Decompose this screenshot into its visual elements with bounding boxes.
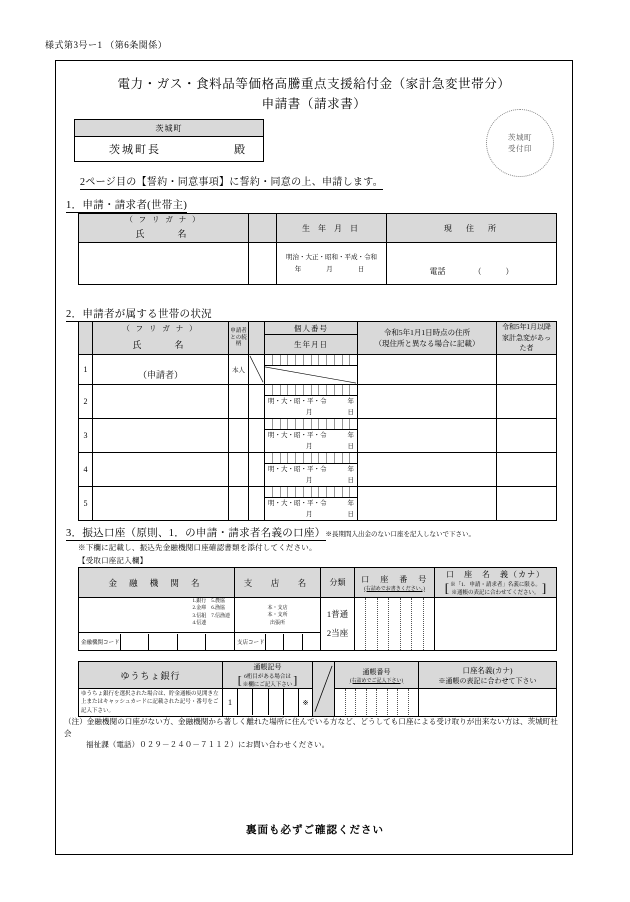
- bank-input-institution[interactable]: [79, 598, 235, 633]
- s2-row-2-year: 年: [347, 397, 354, 405]
- yucho-symbol-row[interactable]: [223, 689, 298, 715]
- s2-row-3-relation[interactable]: [229, 418, 249, 452]
- s2-row-2-address[interactable]: [358, 384, 497, 418]
- s1-header-birthdate: 生 年 月 日: [277, 214, 387, 243]
- bank-account-type-options: 1普通 2当座: [326, 609, 349, 638]
- bank-institution-type-options: [79, 598, 234, 627]
- yucho-account-name-note: ※通帳の表記に合わせて下さい: [438, 676, 537, 685]
- s2-row-2-blank[interactable]: [249, 384, 265, 418]
- bank-input-branch[interactable]: [235, 598, 321, 633]
- s2-row-3-month: 月: [306, 442, 313, 450]
- bank-types-col-1: 1.銀行 2.金庫 3.信組 4.信連: [192, 599, 207, 626]
- yucho-symbol-note-2: ※欄にご記入下さい: [242, 682, 293, 688]
- bank-header-account-number: [355, 568, 435, 598]
- s2-row-4-blank[interactable]: [249, 452, 265, 486]
- s2-header-address-2023-main: 令和5年1月1日時点の住所: [383, 327, 471, 337]
- yucho-input-account-name[interactable]: [419, 689, 557, 717]
- receipt-stamp-circle: [486, 109, 554, 177]
- s2-row-1-birthdate: [265, 365, 358, 384]
- s2-row-2-relation[interactable]: [229, 384, 249, 418]
- s2-row-1-relation: 本人: [229, 354, 249, 384]
- branch-code-row[interactable]: [235, 634, 320, 650]
- s2-header-name: 氏 名: [93, 335, 229, 354]
- s2-header-address-2023: [358, 322, 497, 355]
- mynumber-digit-grid[interactable]: [265, 419, 357, 429]
- s1-header-name: 氏 名: [79, 226, 249, 243]
- yucho-input-number[interactable]: [335, 689, 419, 717]
- receipt-stamp-line-2: 受付印: [508, 144, 532, 153]
- form-title: [56, 75, 572, 114]
- yucho-header-symbol: [223, 662, 313, 689]
- addressee-row: [75, 137, 263, 161]
- s2-header-mynumber: 個人番号: [265, 322, 358, 335]
- yucho-symbol-note-1: 6桁目がある場合は: [244, 674, 291, 680]
- s2-row-4-name[interactable]: [93, 463, 229, 486]
- bank-header-type: 分類: [321, 568, 355, 598]
- pledge-statement: 2ページ目の【誓約・同意事項】に誓約・同意の上、申請します。: [80, 173, 383, 190]
- bank-header-account-number-note: (右詰めでお書きください。): [364, 586, 425, 592]
- yucho-number-label: 通帳番号: [362, 667, 391, 676]
- section-2-table: [78, 321, 557, 521]
- s2-row-3-day: 日: [347, 442, 354, 450]
- s2-row-1-address[interactable]: [358, 354, 497, 384]
- s2-header-relation: 申請者との続柄: [229, 322, 249, 355]
- bank-account-name-note-2: ※通帳の表記に合わせてください。: [451, 590, 540, 596]
- institution-code-row[interactable]: [79, 634, 234, 650]
- s2-row-number-3: 3: [79, 418, 93, 452]
- s1-header-blank: [249, 214, 277, 243]
- s2-row-2-sudden[interactable]: [497, 384, 557, 418]
- form-outer-border: [55, 60, 573, 855]
- addressee-box: [74, 119, 264, 162]
- bank-header-account-name: [435, 568, 557, 598]
- branch-code-label: 支店コード: [237, 639, 265, 646]
- s2-row-number-4: 4: [79, 452, 93, 486]
- mynumber-digit-grid[interactable]: [265, 355, 357, 365]
- s1-phone-label: 電話: [429, 267, 446, 276]
- s1-header-address: 現 住 所: [387, 214, 557, 243]
- s1-input-blank[interactable]: [249, 243, 277, 285]
- s1-input-furigana[interactable]: [79, 243, 249, 257]
- section-3-heading: 3．振込口座（原則、1．の申請・請求者名義の口座）※長期間入出金のない口座を記入しないで下さい。: [66, 528, 475, 539]
- s1-phone-line: [387, 266, 556, 277]
- s2-row-3-mynumber[interactable]: [265, 418, 358, 429]
- institution-code-label: 金融機関コード: [81, 639, 120, 646]
- footnote-line-2: 福祉課（電話）０２９－２４０－７１１２）にお問い合わせください。: [86, 740, 330, 750]
- addressee-mayor: 茨城町長: [109, 144, 161, 156]
- yucho-header-account-name: [419, 662, 557, 689]
- s2-row-3-birthdate[interactable]: [265, 429, 358, 452]
- s2-row-4-mynumber[interactable]: [265, 452, 358, 463]
- bank-types-col-2: 5.農協 6.漁協 7.信漁連: [211, 599, 230, 619]
- mynumber-digit-grid[interactable]: [265, 453, 357, 463]
- receipt-stamp-line-1: 茨城町: [508, 132, 532, 142]
- yucho-number-note: (右詰めでご記入下さい): [349, 678, 404, 684]
- section-3-note-1: ※下欄に記載し、振込先金融機関口座確認書類を添付してください。: [78, 543, 317, 552]
- page-footer: 裏面も必ずご確認ください: [246, 825, 384, 836]
- s2-row-1-sudden[interactable]: [497, 354, 557, 384]
- s2-row-1-blank: [249, 354, 265, 384]
- s2-row-4-day: 日: [347, 476, 354, 484]
- s1-input-address[interactable]: [387, 243, 557, 285]
- s2-row-5-blank[interactable]: [249, 486, 265, 520]
- yucho-symbol-label: 通帳記号: [253, 663, 282, 671]
- s2-row-4-month: 月: [306, 476, 313, 484]
- bank-input-account-number[interactable]: [355, 598, 435, 651]
- s2-row-3-era: 明・大・昭・平・令: [268, 431, 327, 439]
- bank-branch-type-options: 本・支店 本・支所 出張所: [267, 606, 288, 626]
- s2-row-1-name[interactable]: （申請者）: [93, 365, 229, 384]
- yucho-header-blank: [313, 662, 335, 717]
- s2-row-2-mynumber[interactable]: [265, 384, 358, 395]
- s2-row-number-5: 5: [79, 486, 93, 520]
- bank-header-account-name-notes: [ ※「1．申請・請求者」名義に限る。 ※通帳の表記に合わせてください。 ]: [444, 580, 547, 596]
- addressee-municipality: 茨城町: [75, 120, 263, 137]
- s2-row-3-year: 年: [347, 431, 354, 439]
- yucho-symbol-prefix: 1: [228, 697, 232, 707]
- s2-row-4-sudden[interactable]: [497, 452, 557, 486]
- s2-row-4-era: 明・大・昭・平・令: [268, 465, 327, 473]
- s1-input-birthdate[interactable]: [277, 243, 387, 285]
- s2-row-4-furigana[interactable]: [93, 452, 229, 463]
- bank-input-type[interactable]: [321, 598, 355, 651]
- s2-row-5-furigana[interactable]: [93, 486, 229, 497]
- s2-row-5-month: 月: [306, 510, 313, 518]
- s2-row-4-address[interactable]: [358, 452, 497, 486]
- yucho-input-symbol[interactable]: [223, 689, 299, 717]
- asterisk-icon: ※: [302, 698, 309, 707]
- s2-row-2-day: 日: [347, 408, 354, 416]
- s2-row-5-relation[interactable]: [229, 486, 249, 520]
- s2-row-5-sudden[interactable]: [497, 486, 557, 520]
- section-3-note-2: 【受取口座記入欄】: [78, 556, 148, 565]
- s1-input-name[interactable]: [79, 257, 249, 285]
- s2-row-2-name[interactable]: [93, 395, 229, 418]
- s2-header-blank: [249, 322, 265, 355]
- yucho-instruction-cell: [79, 689, 223, 717]
- s2-header-address-2023-note: （現住所と異なる場合に記載）: [374, 338, 480, 348]
- form-code: 様式第3号ー1 （第6条関係）: [45, 40, 168, 50]
- account-number-digit-grid[interactable]: [355, 598, 434, 650]
- section-1-table: [78, 213, 557, 285]
- yucho-number-digit-grid[interactable]: [335, 689, 418, 715]
- title-line-1: 電力・ガス・食料品等価格高騰重点支援給付金（家計急変世帯分）: [117, 77, 511, 91]
- s2-row-number-2: 2: [79, 384, 93, 418]
- s2-row-5-day: 日: [347, 510, 354, 518]
- bank-header-branch: 支 店 名: [235, 568, 321, 598]
- s2-row-2-month: 月: [306, 408, 313, 416]
- title-line-2: 申請書（請求書）: [261, 96, 367, 111]
- yucho-bank-table: [78, 661, 557, 717]
- bank-account-name-note-1: ※「1．申請・請求者」名義に限る。: [450, 582, 541, 588]
- s2-header-sudden-change: 令和5年1月以降家計急変があった者: [497, 322, 557, 355]
- s2-row-5-era: 明・大・昭・平・令: [268, 499, 327, 507]
- s2-row-5-birthdate[interactable]: [265, 497, 358, 520]
- s2-row-2-era: 明・大・昭・平・令: [268, 397, 327, 405]
- s2-row-3-blank[interactable]: [249, 418, 265, 452]
- bank-institution-code-cell[interactable]: [79, 633, 235, 651]
- addressee-honorific: 殿: [234, 144, 247, 156]
- footnote: [64, 716, 564, 751]
- bank-header-institution: 金 融 機 関 名: [79, 568, 235, 598]
- mynumber-digit-grid[interactable]: [265, 385, 357, 395]
- s2-row-5-address[interactable]: [358, 486, 497, 520]
- s2-row-3-sudden[interactable]: [497, 418, 557, 452]
- s1-header-furigana: （ フ リ ガ ナ ）: [79, 214, 249, 226]
- s2-row-2-furigana[interactable]: [93, 384, 229, 395]
- bank-branch-code-cell[interactable]: [235, 633, 321, 651]
- section-1-heading: 1．申請・請求者(世帯主): [66, 200, 188, 211]
- s2-header-furigana: （ フ リ ガ ナ ）: [93, 322, 229, 335]
- bank-header-account-number-main: 口 座 番 号: [361, 574, 428, 584]
- s2-row-4-year: 年: [347, 465, 354, 473]
- bank-header-account-name-main: 口 座 名 義（カナ）: [446, 570, 545, 579]
- section-3-heading-note: ※長期間入出金のない口座を記入しないで下さい。: [325, 531, 475, 538]
- bank-account-table: [78, 567, 557, 651]
- s2-row-3-name[interactable]: [93, 429, 229, 452]
- s2-row-number-1: 1: [79, 354, 93, 384]
- s2-row-4-birthdate[interactable]: [265, 463, 358, 486]
- s2-row-3-furigana[interactable]: [93, 418, 229, 429]
- yucho-header-bank-name: ゆうちょ銀行: [79, 662, 223, 689]
- s2-row-3-address[interactable]: [358, 418, 497, 452]
- mynumber-digit-grid[interactable]: [265, 487, 357, 497]
- yucho-account-name-label: 口座名義(カナ): [462, 665, 513, 675]
- yucho-header-number: [335, 662, 419, 689]
- section-2-heading: 2．申請者が属する世帯の状況: [66, 309, 212, 320]
- s1-phone-paren: （ ）: [473, 267, 514, 276]
- s2-row-5-mynumber[interactable]: [265, 486, 358, 497]
- s1-birthdate-eras: 明治・大正・昭和・平成・令和: [286, 254, 377, 262]
- yucho-instruction: ゆうちょ銀行を選択された場合は、貯金通帳の見開き左上またはキャッシュカードに記載された記号・番号をご記入下さい。: [81, 691, 219, 714]
- s2-row-4-relation[interactable]: [229, 452, 249, 486]
- s1-birthdate-units: 年 月 日: [294, 265, 369, 273]
- s2-row-5-year: 年: [347, 499, 354, 507]
- s2-row-1-furigana[interactable]: [93, 354, 229, 365]
- s2-header-birthdate: 生年月日: [265, 335, 358, 354]
- footnote-line-1: （注）金融機関の口座がない方、金融機関から著しく離れた場所に住んでいる方など、どうしても口座による受け取りが出来ない方は、茨城町社会: [64, 717, 558, 738]
- s2-row-5-name[interactable]: [93, 497, 229, 520]
- yucho-symbol-notes: [ 6桁目がある場合は ※欄にご記入下さい ]: [237, 672, 298, 688]
- yucho-symbol-asterisk-cell[interactable]: [299, 689, 313, 717]
- bank-input-account-name[interactable]: [435, 598, 557, 651]
- s2-row-2-birthdate[interactable]: [265, 395, 358, 418]
- s2-row-1-mynumber[interactable]: [265, 354, 358, 365]
- s2-header-no: [79, 322, 93, 355]
